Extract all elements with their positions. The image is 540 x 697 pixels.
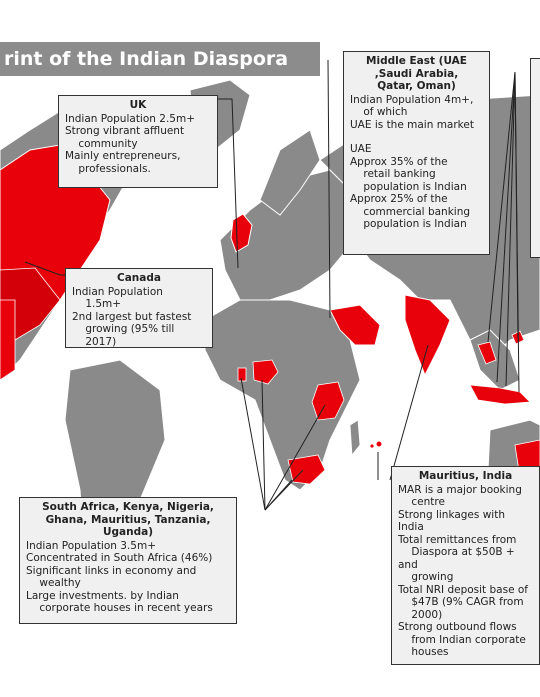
canada-callout — [65, 268, 213, 348]
canada-line: 1.5m+ — [72, 298, 122, 310]
canada-callout-header: Canada — [117, 272, 161, 284]
africa-line: corporate houses in recent years — [26, 602, 213, 614]
uk-line: community — [65, 137, 138, 150]
africa-line: wealthy — [26, 577, 81, 589]
middle-east-callout-header: Middle East (UAE ,Saudi Arabia, Qatar, Oman) — [366, 55, 467, 92]
mauritius-line: growing — [398, 571, 454, 583]
middle-east-line: Approx 35% of the — [350, 155, 448, 168]
africa-callout — [19, 497, 237, 624]
uk-line: Mainly entrepreneurs, — [65, 150, 181, 162]
mauritius-dot — [377, 442, 382, 447]
uk-line: professionals. — [65, 162, 151, 175]
canada-line: Indian Population — [72, 285, 163, 298]
uk-line: Indian Population 2.5m+ — [65, 112, 195, 125]
middle-east-line: UAE — [350, 143, 372, 155]
middle-east-line: Indian Population 4m+, — [350, 93, 474, 106]
africa-line: Concentrated in South Africa (46%) — [26, 552, 213, 564]
mauritius-line: houses — [398, 646, 449, 658]
middle-east-line: population is Indian — [350, 218, 467, 230]
mauritius-line: centre — [398, 496, 445, 508]
uk-callout — [58, 95, 218, 188]
mauritius-line: Strong linkages with India — [398, 508, 509, 533]
africa-line: Indian Population 3.5m+ — [26, 539, 156, 552]
mauritius-line: Strong outbound flows — [398, 621, 517, 633]
africa-callout-header: South Africa, Kenya, Nigeria, Ghana, Mauritius, Tanzania, Uganda) — [42, 501, 214, 538]
uk-callout-header: UK — [129, 99, 147, 111]
ghana-region — [238, 368, 246, 381]
slide-title: rint of the Indian Diaspora — [0, 42, 320, 76]
mauritius-india-callout-header: Mauritius, India — [418, 470, 513, 482]
mauritius-india-callout — [391, 466, 540, 665]
mauritius-line: MAR is a major booking — [398, 483, 522, 496]
mauritius-line: from Indian corporate — [398, 633, 526, 646]
caribbean-region — [0, 300, 15, 380]
middle-east-line: retail banking — [350, 168, 436, 180]
mauritius-line: $47B (9% CAGR from — [398, 596, 524, 608]
africa-line: Large investments. by Indian — [26, 589, 179, 602]
mauritius-line: Diaspora at $50B + and — [398, 546, 519, 571]
middle-east-line: population is Indian — [350, 180, 467, 193]
madagascar — [350, 420, 360, 455]
india-region — [405, 295, 450, 375]
indonesia-region — [470, 385, 530, 404]
mauritius-line: Total remittances from — [398, 533, 517, 546]
middle-east-line: Approx 25% of the — [350, 193, 448, 205]
mauritius-line: Total NRI deposit base of — [398, 583, 528, 596]
middle-east-line: of which — [350, 106, 408, 118]
reunion-dot — [370, 444, 373, 447]
middle-east-line: commercial banking — [350, 205, 471, 218]
se-asia-callout-partial — [530, 58, 540, 258]
middle-east-callout — [343, 51, 490, 255]
mauritius-line: 2000) — [398, 608, 443, 621]
uk-line: Strong vibrant affluent — [65, 125, 185, 137]
canada-line: 2nd largest but fastest — [72, 310, 192, 323]
middle-east-line: UAE is the main market — [350, 118, 474, 131]
middle-east-line — [350, 131, 483, 143]
canada-line: 2017) — [72, 335, 117, 348]
africa-line: Significant links in economy and — [26, 564, 197, 577]
canada-line: growing (95% till — [72, 323, 175, 335]
